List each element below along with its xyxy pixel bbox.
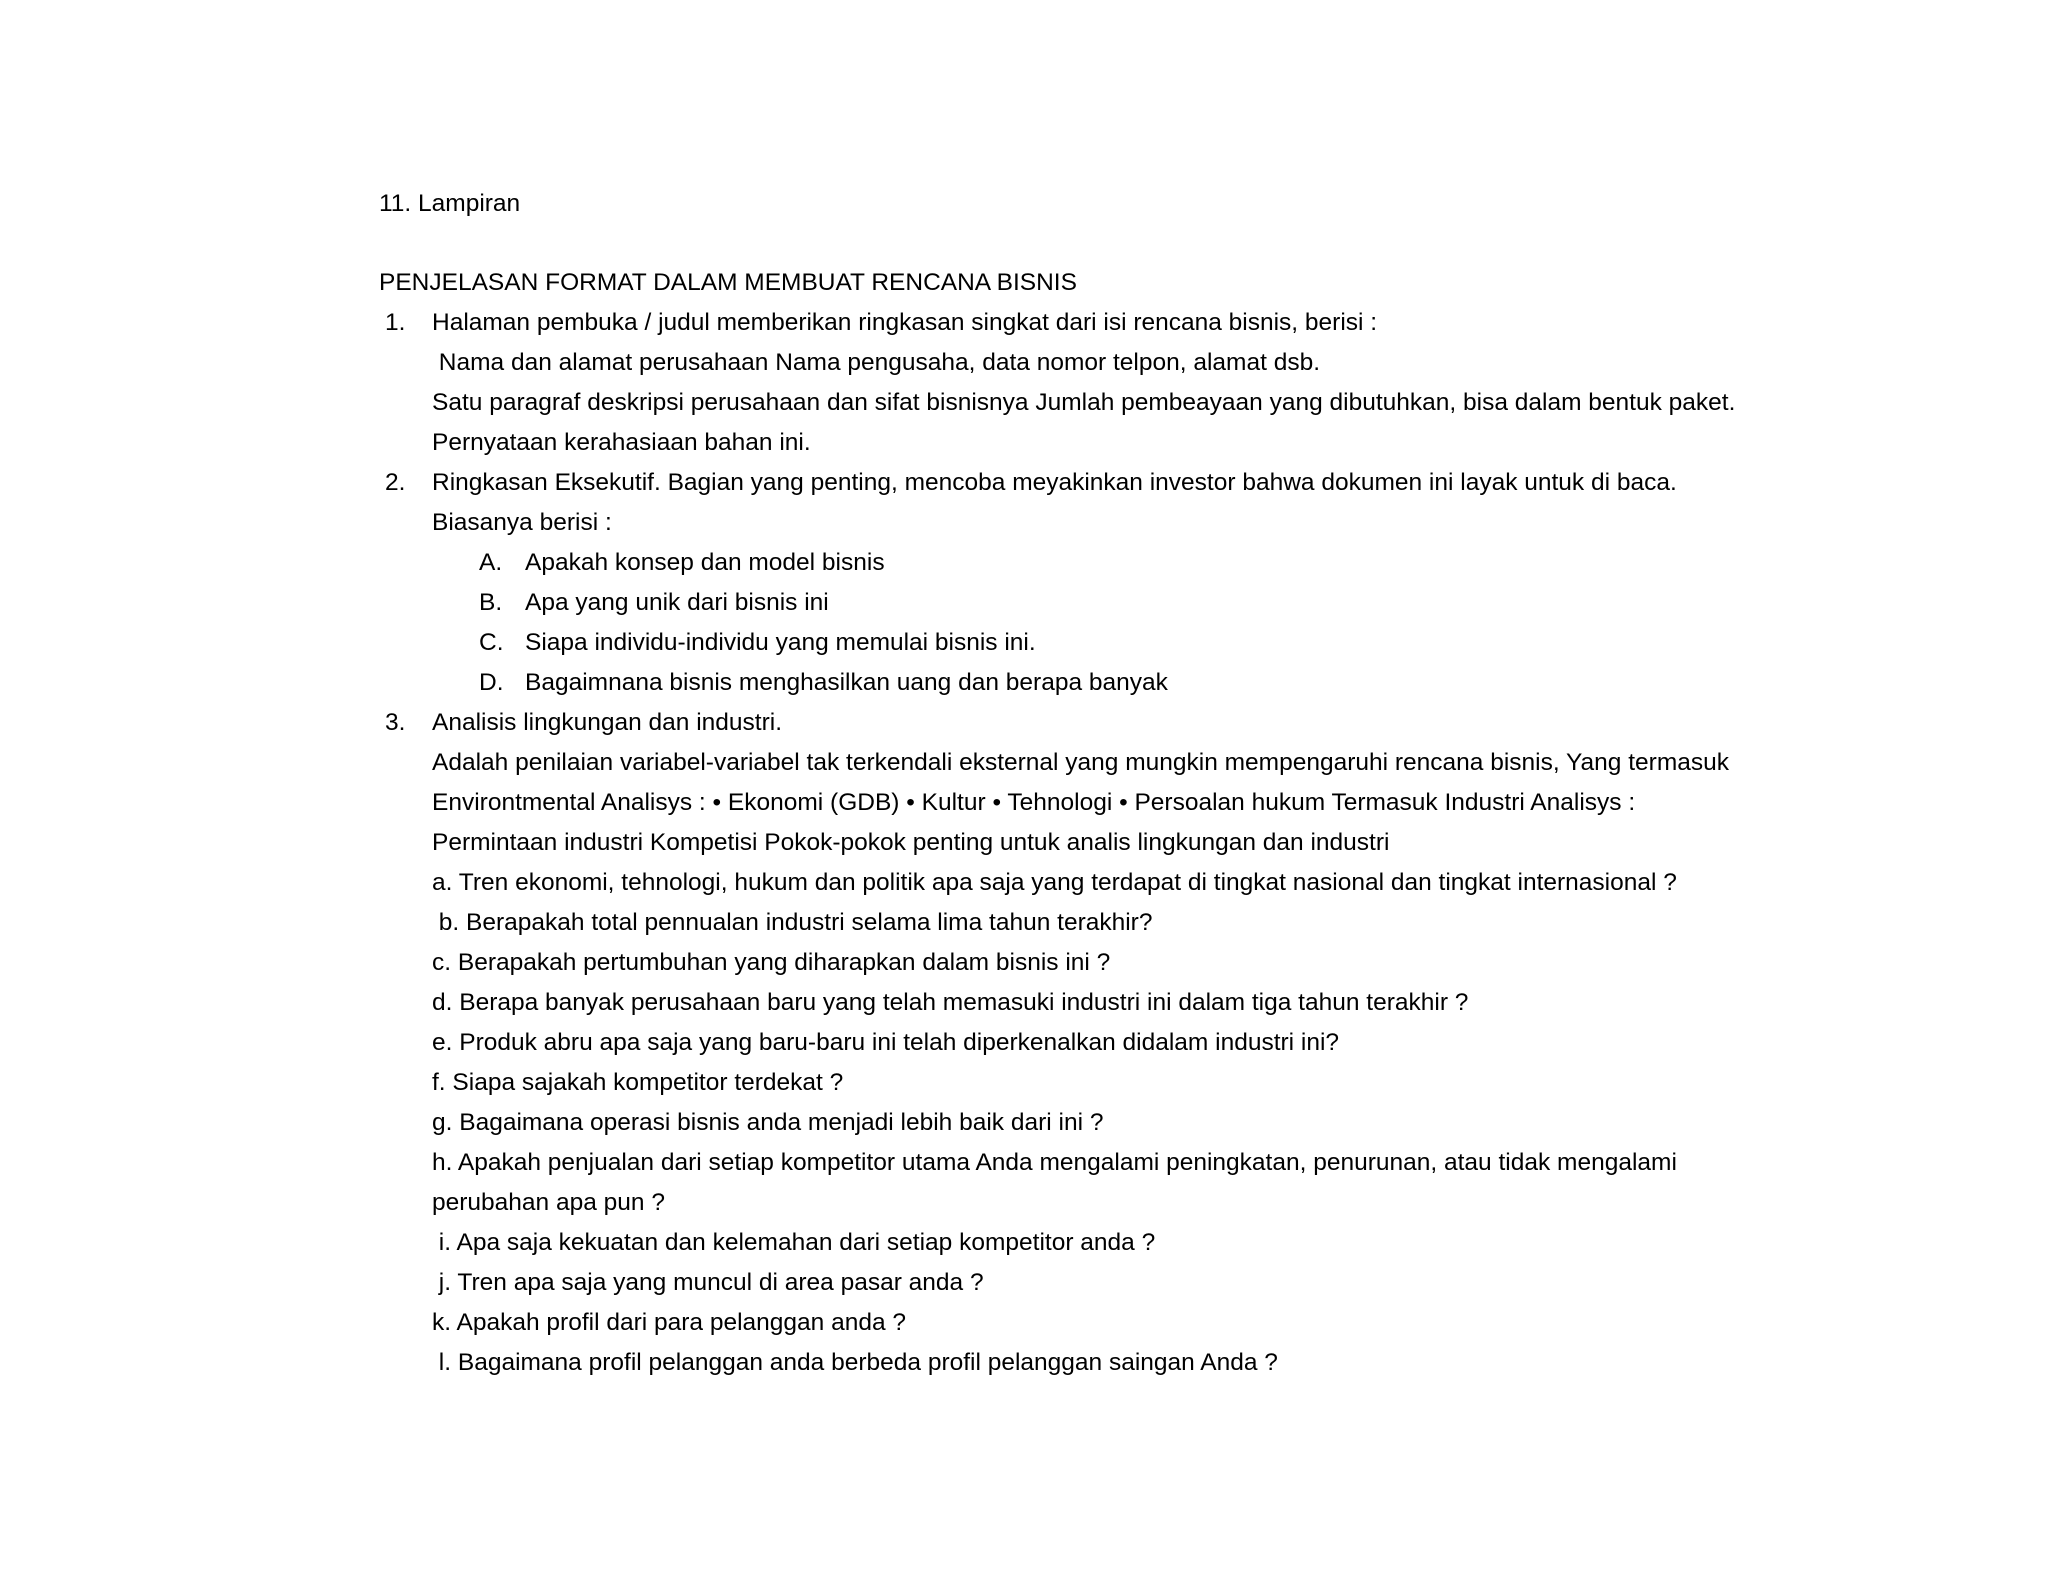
list-item-number: 2. (385, 469, 406, 496)
question-line: a. Tren ekonomi, tehnologi, hukum dan politik apa saja yang terdapat di tingkat nasional dan tingkat internasional ? (432, 869, 1677, 896)
question-line: g. Bagaimana operasi bisnis anda menjadi lebih baik dari ini ? (432, 1109, 1104, 1136)
list-item-line: Pernyataan kerahasiaan bahan ini. (432, 429, 811, 456)
list-item-line: Biasanya berisi : (432, 509, 612, 536)
sublist-item-text: Apa yang unik dari bisnis ini (525, 589, 829, 616)
sublist-item-letter: C. (479, 629, 504, 656)
sublist-item-text: Bagaimnana bisnis menghasilkan uang dan berapa banyak (525, 669, 1168, 696)
question-line: k. Apakah profil dari para pelanggan anda ? (432, 1309, 907, 1336)
question-line: j. Tren apa saja yang muncul di area pasar anda ? (432, 1269, 984, 1296)
question-line: h. Apakah penjualan dari setiap kompetitor utama Anda mengalami peningkatan, penurunan, atau tidak mengalami (432, 1149, 1677, 1176)
sublist-item-letter: D. (479, 669, 504, 696)
question-line: i. Apa saja kekuatan dan kelemahan dari setiap kompetitor anda ? (432, 1229, 1156, 1256)
question-line: perubahan apa pun ? (432, 1189, 665, 1216)
question-line: l. Bagaimana profil pelanggan anda berbeda profil pelanggan saingan Anda ? (432, 1349, 1278, 1376)
list-item-number: 1. (385, 309, 406, 336)
document-title: PENJELASAN FORMAT DALAM MEMBUAT RENCANA BISNIS (379, 269, 1077, 296)
list-item-line: Permintaan industri Kompetisi Pokok-pokok penting untuk analis lingkungan dan industri (432, 829, 1390, 856)
list-item-text: Halaman pembuka / judul memberikan ringkasan singkat dari isi rencana bisnis, berisi : (432, 309, 1378, 336)
list-item-line: Satu paragraf deskripsi perusahaan dan sifat bisnisnya Jumlah pembeayaan yang dibutuhkan, bisa dalam bentuk paket. (432, 389, 1736, 416)
sublist-item-letter: B. (479, 589, 503, 616)
sublist-item-text: Siapa individu-individu yang memulai bisnis ini. (525, 629, 1036, 656)
sublist-item-letter: A. (479, 549, 503, 576)
list-item-line: Nama dan alamat perusahaan Nama pengusaha, data nomor telpon, alamat dsb. (432, 349, 1321, 376)
sublist-item-text: Apakah konsep dan model bisnis (525, 549, 885, 576)
section-heading: 11. Lampiran (379, 190, 521, 217)
list-item-text: Ringkasan Eksekutif. Bagian yang penting, mencoba meyakinkan investor bahwa dokumen ini layak untuk di baca. (432, 469, 1677, 496)
question-line: b. Berapakah total pennualan industri selama lima tahun terakhir? (432, 909, 1153, 936)
list-item-line: Environtmental Analisys : • Ekonomi (GDB) • Kultur • Tehnologi • Persoalan hukum Termasuk Industri Analisys : (432, 789, 1636, 816)
list-item-text: Analisis lingkungan dan industri. (432, 709, 783, 736)
list-item-line: Adalah penilaian variabel-variabel tak terkendali eksternal yang mungkin mempengaruhi rencana bisnis, Yang termasuk (432, 749, 1729, 776)
question-line: c. Berapakah pertumbuhan yang diharapkan dalam bisnis ini ? (432, 949, 1111, 976)
question-line: e. Produk abru apa saja yang baru-baru ini telah diperkenalkan didalam industri ini? (432, 1029, 1340, 1056)
question-line: d. Berapa banyak perusahaan baru yang telah memasuki industri ini dalam tiga tahun terakhir ? (432, 989, 1469, 1016)
list-item-number: 3. (385, 709, 406, 736)
question-line: f. Siapa sajakah kompetitor terdekat ? (432, 1069, 844, 1096)
